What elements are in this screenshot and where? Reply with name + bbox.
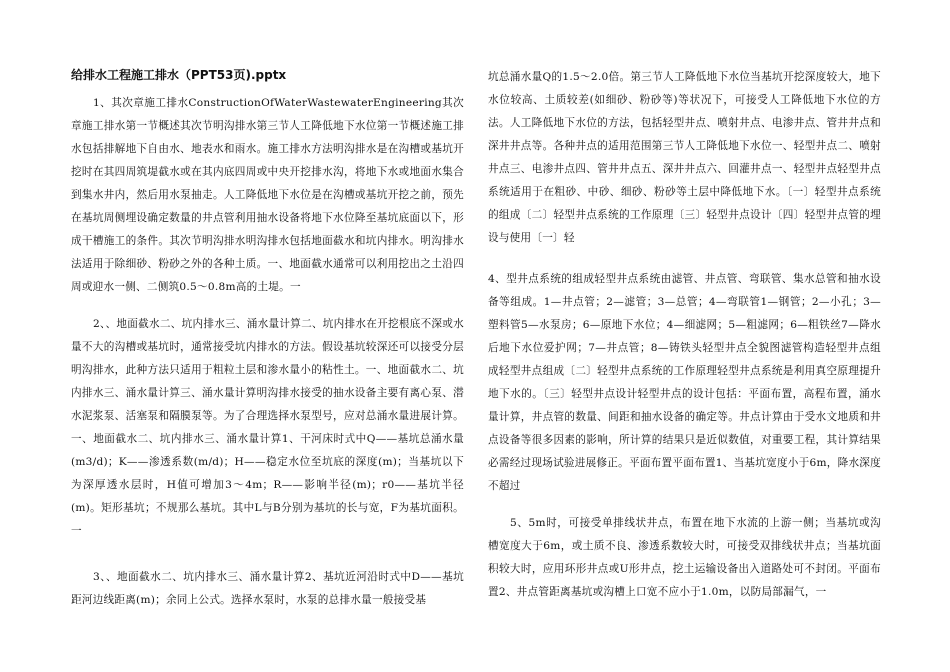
paragraph: 4、型井点系统的组成轻型井点系统由滤管、井点管、弯联管、集水总管和抽水设备等组成。1—井点管；2—滤管；3—总管；4—弯联管1—钢管；2—小孔；3—塑料管5—水泵房；6—原地下水位；4—细滤网；5—粗滤网；6—粗铁丝7—降水后地下水位爱护网；7—井点管；8—铸铁头轻型井点全貌图滤管构造轻型井点组成轻型井点组成〔二〕轻型井点系统的工作原理轻型井点系统是利用真空原理提升地下水的。〔三〕轻型井点设计轻型井点的设计包括：平面布置，高程布置，涌水量计算，井点管的数量、间距和抽水设备的确定等。井点计算由于受水文地质和井点设备等很多因素的影响，所计算的结果只是近似数值，对重要工程，其计算结果必需经过现场试验进展修正。平面布置平面布置1、当基坑宽度小于6m，降水深度不超过 xyxy=(488,273,881,492)
paragraph: 1、其次章施工排水ConstructionOfWaterWastewaterEngineering其次章施工排水第一节概述其次节明沟排水第三节人工降低地下水位第一节概述施工排水包括排解地下自由水、地表水和雨水。施工排水方法明沟排水是在沟槽或基坑开挖时在其四周筑堤截水或在其内底四周或中央开挖排水沟，将地下水或地面水集合到集水井内，然后用水泵抽走。人工降低地下水位是在沟槽或基坑开挖之前，预先在基坑周侧埋设确定数量的井点管利用抽水设备将地下水位降至基坑底面以下，形成干槽施工的条件。其次节明沟排水明沟排水包括地面截水和坑内排水。明沟排水法适用于除细砂、粉砂之外的各种土质。一、地面截水通常可以利用挖出之土沿四周或迎水一侧、二侧筑0.5～0.8m高的土堤。一 xyxy=(71,97,464,293)
paragraph: 2、、地面截水二、坑内排水三、涌水量计算二、坑内排水在开挖根底不深或水量不大的沟槽或基坑时，通常接受坑内排水的方法。假设基坑较深还可以接受分层明沟排水，此种方法只适用于粗粒土层和渗水量小的粘性土。一、地面截水二、坑内排水三、涌水量计算三、涌水量计算明沟排水接受的抽水设备主要有离心泵、潜水泥浆泵、活塞泵和隔膜泵等。为了合理选择水泵型号，应对总涌水量进展计算。一、地面截水二、坑内排水三、涌水量计算1、干河床时式中Q——基坑总涌水量(m3/d)；K——渗透系数(m/d)；H——稳定水位至坑底的深度(m)；当基坑以下为深厚透水层时，H值可增加3～4m；R——影响半径(m)；r0——基坑半径(m)。矩形基坑；不规那么基坑。其中L与B分别为基坑的长与宽，F为基坑面积。一 xyxy=(71,318,464,537)
document-title: 给排水工程施工排水（PPT53页).pptx xyxy=(71,68,287,82)
paragraph: 坑总涌水量Q的1.5～2.0倍。第三节人工降低地下水位当基坑开挖深度较大，地下水位较高、土质较差(如细砂、粉砂等)等状况下，可接受人工降低地下水位的方法。人工降低地下水位的方法，包括轻型井点、喷射井点、电渗井点、管井井点和深井井点等。各种井点的适用范围第三节人工降低地下水位一、轻型井点二、喷射井点三、电渗井点四、管井井点五、深井井点六、回灌井点一、轻型井点轻型井点系统适用于在粗砂、中砂、细砂、粉砂等土层中降低地下水。〔一〕轻型井点系统的组成〔二〕轻型井点系统的工作原理〔三〕轻型井点设计〔四〕轻型井点管的埋设与使用〔一〕轻 xyxy=(488,71,881,244)
paragraph: 3、、地面截水二、坑内排水三、涌水量计算2、基坑近河沿时式中D——基坑距河边线距离(m)；余同上公式。选择水泵时，水泵的总排水量一般接受基 xyxy=(71,571,464,606)
paragraph: 5、5m时，可接受单排线状井点，布置在地下水流的上游一侧；当基坑或沟槽宽度大于6m，或土质不良、渗透系数较大时，可接受双排线状井点；当基坑面积较大时，应用环形井点或U形井点，挖土运输设备出入道路处可不封闭。平面布置2、井点管距离基坑或沟槽上口宽不应小于1.0m，以防局部漏气，一 xyxy=(488,517,881,598)
